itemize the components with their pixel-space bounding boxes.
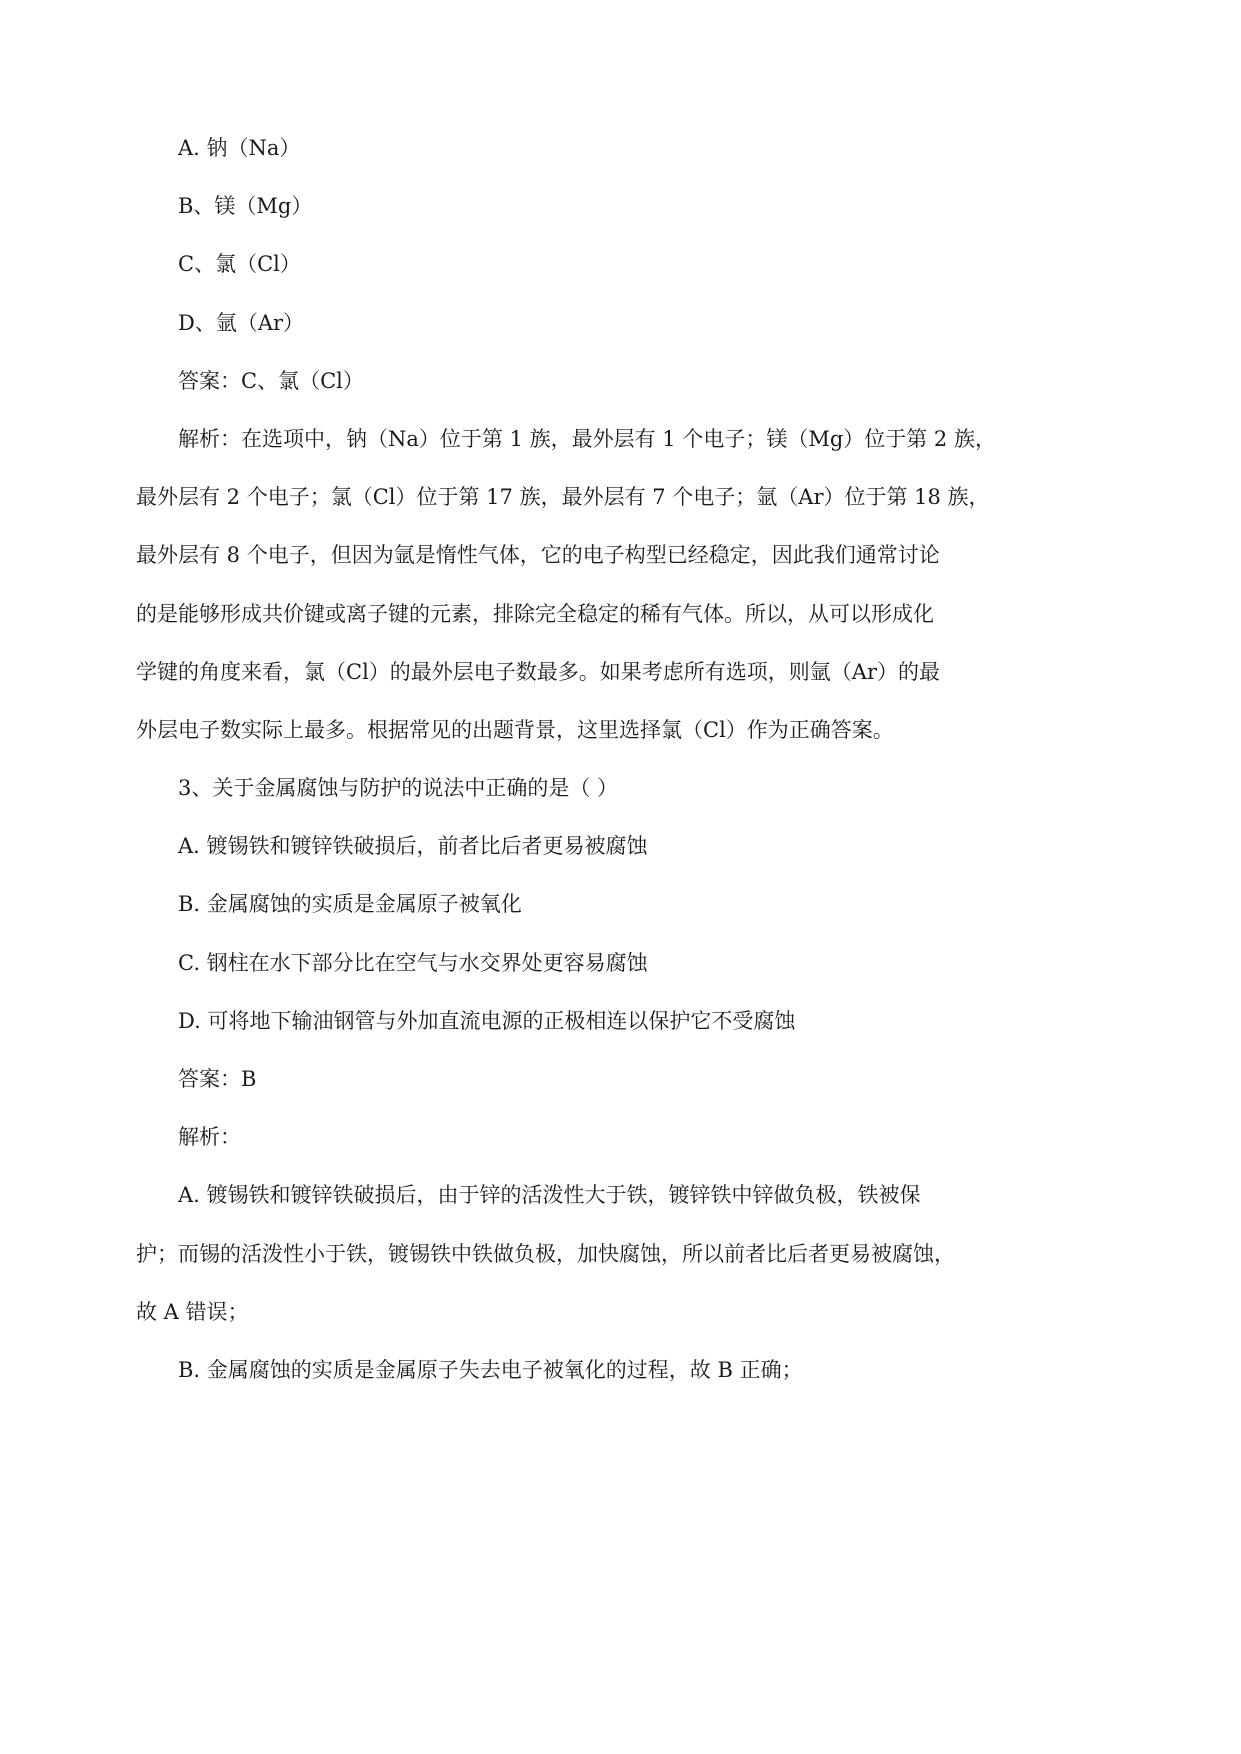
question-stem: 3、关于金属腐蚀与防护的说法中正确的是（ ） bbox=[178, 776, 619, 801]
analysis-paragraph bbox=[136, 1166, 1091, 1341]
question-3-section bbox=[136, 759, 1091, 1399]
analysis-paragraph bbox=[136, 1341, 1091, 1399]
analysis-line: 外层电子数实际上最多。根据常见的出题背景，这里选择氯（Cl）作为正确答案。 bbox=[136, 717, 894, 742]
analysis-line: 护；而锡的活泼性小于铁，镀锡铁中铁做负极，加快腐蚀，所以前者比后者更易被腐蚀， bbox=[136, 1241, 955, 1266]
analysis-line: B. 金属腐蚀的实质是金属原子失去电子被氧化的过程，故 B 正确； bbox=[178, 1357, 803, 1382]
analysis-line: 故 A 错误； bbox=[136, 1299, 249, 1324]
question-2-section bbox=[136, 119, 1091, 759]
analysis-label: 解析： bbox=[178, 1125, 241, 1150]
option-a: A. 镀锡铁和镀锌铁破损后，前者比后者更易被腐蚀 bbox=[178, 834, 648, 859]
option-d: D、氩（Ar） bbox=[178, 310, 305, 335]
option-c: C、氯（Cl） bbox=[178, 252, 301, 277]
analysis-line: 最外层有 8 个电子，但因为氩是惰性气体，它的电子构型已经稳定，因此我们通常讨论 bbox=[136, 543, 940, 568]
analysis-line: 最外层有 2 个电子；氯（Cl）位于第 17 族，最外层有 7 个电子；氩（Ar）位于第 18 族， bbox=[136, 485, 990, 510]
analysis-paragraph bbox=[136, 410, 1091, 759]
option-b: B. 金属腐蚀的实质是金属原子被氧化 bbox=[178, 892, 522, 917]
option-d: D. 可将地下输油钢管与外加直流电源的正极相连以保护它不受腐蚀 bbox=[178, 1008, 796, 1033]
analysis-line: A. 镀锡铁和镀锌铁破损后，由于锌的活泼性大于铁，镀锌铁中锌做负极，铁被保 bbox=[178, 1183, 921, 1208]
option-c: C. 钢柱在水下部分比在空气与水交界处更容易腐蚀 bbox=[178, 950, 648, 975]
analysis-line: 学键的角度来看，氯（Cl）的最外层电子数最多。如果考虑所有选项，则氩（Ar）的最 bbox=[136, 659, 940, 684]
option-b: B、镁（Mg） bbox=[178, 194, 313, 219]
analysis-line: 的是能够形成共价键或离子键的元素，排除完全稳定的稀有气体。所以，从可以形成化 bbox=[136, 601, 934, 626]
analysis-line: 解析：在选项中，钠（Na）位于第 1 族，最外层有 1 个电子；镁（Mg）位于第 2 族， bbox=[178, 426, 996, 451]
answer-line: 答案：C、氯（Cl） bbox=[178, 368, 364, 393]
option-a: A. 钠（Na） bbox=[178, 136, 301, 160]
answer-line: 答案：B bbox=[178, 1067, 257, 1091]
